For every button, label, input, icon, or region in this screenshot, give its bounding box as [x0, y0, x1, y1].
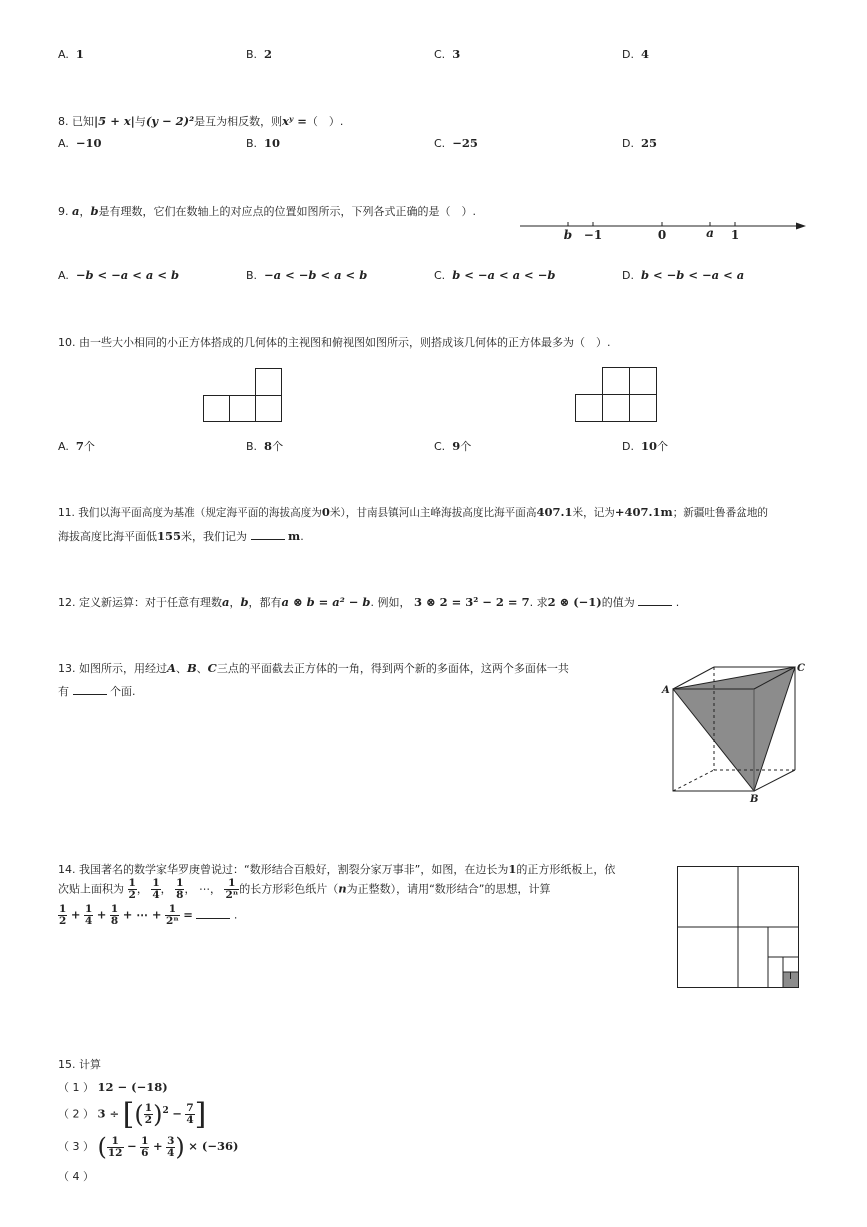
q14-line1: 14. 我国著名的数学家华罗庚曾说过：“数形结合百般好，割裂分家万事非”，如图，在边长为1的正方形纸板上，依: [58, 862, 616, 876]
q14-square-figure: [677, 866, 801, 990]
q10-front-view: [203, 368, 285, 424]
q14-answer-blank[interactable]: [196, 908, 230, 919]
vertex-label-c: C: [797, 663, 805, 674]
q10-option-b: B. 8个: [246, 439, 284, 453]
q11-line1: 11. 我们以海平面高度为基准（规定海平面的海拔高度为0米），甘南县镇河山主峰海拔高度比海平面高407.1米，记为+407.1m；新疆吐鲁番盆地的: [58, 505, 769, 519]
axis-label-zero: 0: [657, 228, 667, 242]
q7-option-c: C. 3: [434, 47, 461, 61]
q10-stem: 10. 由一些大小相同的小正方体搭成的几何体的主视图和俯视图如图所示，则搭成该几何体的正方体最多为（ ）.: [58, 336, 611, 349]
q7-option-a: A. 1: [58, 47, 84, 61]
vertex-label-b: B: [750, 794, 759, 805]
axis-label-b: b: [563, 228, 573, 242]
q10-top-view: [575, 367, 661, 423]
fraction-1-2: $\frac{1}{2}$: [128, 877, 136, 901]
q15-part-1: （ 1 ） 12 − (−18): [58, 1080, 168, 1094]
q8-option-c: C. −25: [434, 136, 478, 150]
q15-part-2: （ 2 ） 3 ÷ [( $\frac{1}{2}$ )$^2$ − $\frac{7}{4}$ ]: [58, 1097, 207, 1132]
q13-line1: 13. 如图所示，用经过A、B、C三点的平面截去正方体的一角，得到两个新的多面体，这两个多面体一共: [58, 661, 569, 675]
q10-option-d: D. 10个: [622, 439, 668, 453]
q9-number-line: [518, 215, 808, 245]
q9-option-a: A. −b < −a < a < b: [58, 268, 180, 282]
q14-line2: 次贴上面积为 $\frac{1}{2}$ ， $\frac{1}{4}$ ， $\frac{1}{8}$ ， ⋯， $\frac{1}{\text{2ⁿ}}$ 的长方形彩色纸片（n为正整数），请用“数形结合”的思想，计算: [58, 877, 551, 901]
q15-part-4: （ 4 ）: [58, 1170, 94, 1183]
q10-option-a: A. 7个: [58, 439, 95, 453]
axis-label-a: a: [706, 226, 714, 240]
q8-option-b: B. 10: [246, 136, 281, 150]
q7-option-b: B. 2: [246, 47, 273, 61]
q13-line2: 有 个面.: [58, 685, 136, 698]
q13-answer-blank[interactable]: [73, 684, 107, 695]
q7-option-d: D. 4: [622, 47, 649, 61]
q9-option-d: D. b < −b < −a < a: [622, 268, 745, 282]
q12-stem: 12. 定义新运算：对于任意有理数a，b，都有a ⊗ b = a² − b. 例如， 3 ⊗ 2 = 3² − 2 = 7. 求2 ⊗ (−1)的值为 .: [58, 595, 680, 609]
q9-option-c: C. b < −a < a < −b: [434, 268, 556, 282]
axis-label-neg1: −1: [583, 228, 603, 242]
fraction-1-8: $\frac{1}{8}$: [176, 877, 184, 901]
q11-answer-blank[interactable]: [251, 529, 285, 540]
q13-cube-figure: [660, 660, 810, 810]
fraction-1-4: $\frac{1}{4}$: [152, 877, 160, 901]
q8-option-a: A. −10: [58, 136, 102, 150]
q8-option-d: D. 25: [622, 136, 657, 150]
fraction-1-2n: $\frac{1}{\text{2ⁿ}}$: [225, 877, 239, 901]
q14-sum-expression: $\frac{1}{2}$ + $\frac{1}{4}$ + $\frac{1}{8}$ + ⋯ + $\frac{1}{\text{2ⁿ}}$ = .: [59, 903, 238, 927]
q8-stem: 8. 已知|5 + x|与(y − 2)²是互为相反数，则xʸ =（ ）.: [58, 114, 344, 128]
q12-answer-blank[interactable]: [638, 595, 672, 606]
q9-option-b: B. −a < −b < a < b: [246, 268, 368, 282]
q9-stem: 9. a，b是有理数，它们在数轴上的对应点的位置如图所示，下列各式正确的是（ ）.: [58, 204, 476, 218]
q15-title: 15. 计算: [58, 1058, 101, 1071]
q11-line2: 海拔高度比海平面低155米，我们记为 m.: [58, 529, 304, 543]
vertex-label-a: A: [662, 685, 670, 696]
axis-label-one: 1: [730, 228, 740, 242]
q15-part-3: （ 3 ） ( $\frac{1}{12}$ − $\frac{1}{6}$ + $\frac{3}{4}$ ) × (−36): [58, 1133, 239, 1161]
q10-option-c: C. 9个: [434, 439, 472, 453]
